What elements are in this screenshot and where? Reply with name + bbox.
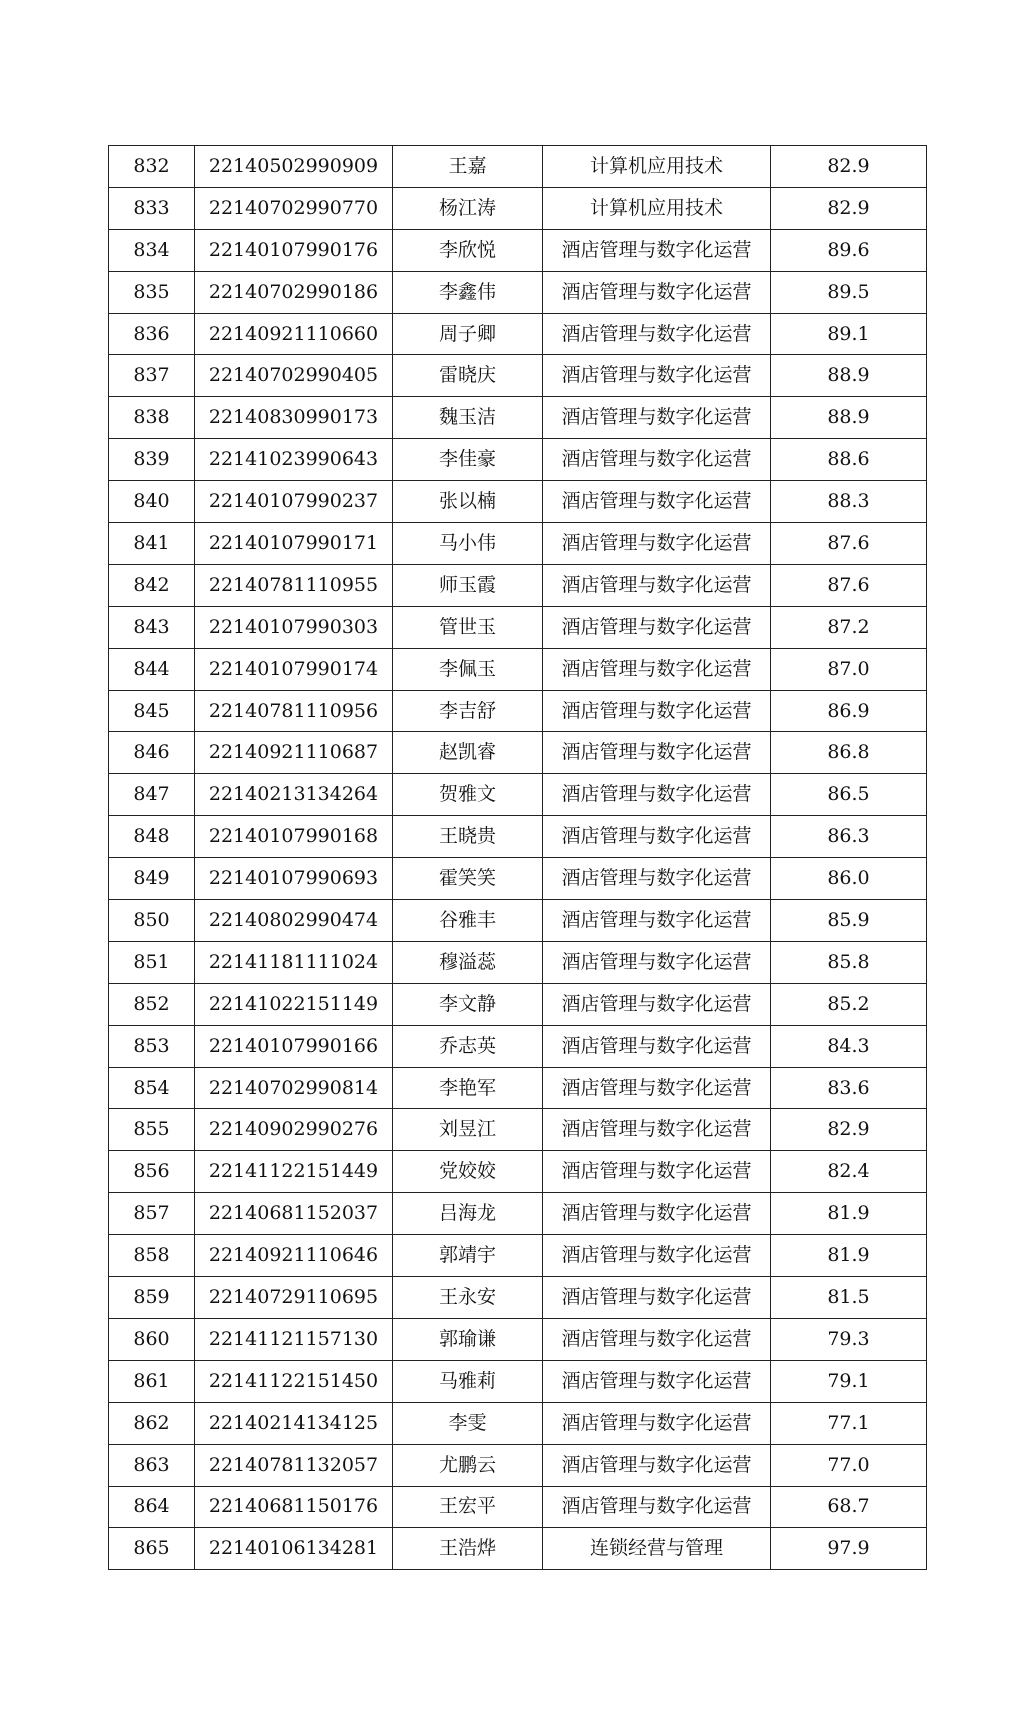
- row-number-cell: 855: [109, 1109, 195, 1151]
- row-number-cell: 838: [109, 397, 195, 439]
- score-cell: 87.2: [771, 606, 927, 648]
- major-cell: 酒店管理与数字化运营: [543, 439, 771, 481]
- score-cell: 79.1: [771, 1360, 927, 1402]
- row-number-cell: 835: [109, 271, 195, 313]
- table-row: [109, 481, 927, 523]
- row-number-cell: 841: [109, 523, 195, 565]
- row-number-cell: 845: [109, 690, 195, 732]
- score-cell: 86.0: [771, 858, 927, 900]
- major-cell: 酒店管理与数字化运营: [543, 1067, 771, 1109]
- student-name-cell: 郭靖宇: [393, 1235, 543, 1277]
- table-row: [109, 1025, 927, 1067]
- candidate-id-cell: 22140702990405: [195, 355, 393, 397]
- student-name-cell: 马雅莉: [393, 1360, 543, 1402]
- candidate-id-cell: 22140106134281: [195, 1528, 393, 1570]
- table-row: [109, 1235, 927, 1277]
- table-row: [109, 229, 927, 271]
- student-name-cell: 杨江涛: [393, 187, 543, 229]
- student-name-cell: 赵凯睿: [393, 732, 543, 774]
- student-name-cell: 霍笑笑: [393, 858, 543, 900]
- student-name-cell: 马小伟: [393, 523, 543, 565]
- student-name-cell: 尤鹏云: [393, 1444, 543, 1486]
- table-row: [109, 1360, 927, 1402]
- table-row: [109, 732, 927, 774]
- table-row: [109, 355, 927, 397]
- student-name-cell: 贺雅文: [393, 774, 543, 816]
- score-table-body: [109, 146, 927, 1570]
- score-cell: 85.9: [771, 900, 927, 942]
- row-number-cell: 850: [109, 900, 195, 942]
- row-number-cell: 849: [109, 858, 195, 900]
- major-cell: 酒店管理与数字化运营: [543, 648, 771, 690]
- candidate-id-cell: 22141122151450: [195, 1360, 393, 1402]
- row-number-cell: 862: [109, 1402, 195, 1444]
- score-cell: 82.9: [771, 146, 927, 188]
- score-cell: 88.6: [771, 439, 927, 481]
- student-name-cell: 雷晓庆: [393, 355, 543, 397]
- table-row: [109, 816, 927, 858]
- table-row: [109, 941, 927, 983]
- student-name-cell: 刘昱江: [393, 1109, 543, 1151]
- score-cell: 89.6: [771, 229, 927, 271]
- major-cell: 酒店管理与数字化运营: [543, 397, 771, 439]
- score-cell: 77.1: [771, 1402, 927, 1444]
- table-row: [109, 1318, 927, 1360]
- major-cell: 酒店管理与数字化运营: [543, 774, 771, 816]
- candidate-id-cell: 22141181111024: [195, 941, 393, 983]
- score-cell: 82.9: [771, 1109, 927, 1151]
- table-row: [109, 858, 927, 900]
- major-cell: 酒店管理与数字化运营: [543, 983, 771, 1025]
- candidate-id-cell: 22140681150176: [195, 1486, 393, 1528]
- score-cell: 89.5: [771, 271, 927, 313]
- table-row: [109, 397, 927, 439]
- score-cell: 81.9: [771, 1235, 927, 1277]
- student-name-cell: 王晓贵: [393, 816, 543, 858]
- student-name-cell: 师玉霞: [393, 564, 543, 606]
- table-row: [109, 606, 927, 648]
- student-name-cell: 王嘉: [393, 146, 543, 188]
- major-cell: 连锁经营与管理: [543, 1528, 771, 1570]
- row-number-cell: 836: [109, 313, 195, 355]
- student-name-cell: 谷雅丰: [393, 900, 543, 942]
- student-name-cell: 李雯: [393, 1402, 543, 1444]
- major-cell: 酒店管理与数字化运营: [543, 271, 771, 313]
- candidate-id-cell: 22140781132057: [195, 1444, 393, 1486]
- major-cell: 酒店管理与数字化运营: [543, 732, 771, 774]
- candidate-id-cell: 22140921110660: [195, 313, 393, 355]
- candidate-id-cell: 22140830990173: [195, 397, 393, 439]
- table-row: [109, 564, 927, 606]
- score-cell: 82.4: [771, 1151, 927, 1193]
- candidate-id-cell: 22140502990909: [195, 146, 393, 188]
- row-number-cell: 840: [109, 481, 195, 523]
- candidate-id-cell: 22140702990186: [195, 271, 393, 313]
- row-number-cell: 859: [109, 1277, 195, 1319]
- major-cell: 计算机应用技术: [543, 146, 771, 188]
- candidate-id-cell: 22140107990176: [195, 229, 393, 271]
- candidate-id-cell: 22140681152037: [195, 1193, 393, 1235]
- student-name-cell: 张以楠: [393, 481, 543, 523]
- major-cell: 酒店管理与数字化运营: [543, 313, 771, 355]
- row-number-cell: 834: [109, 229, 195, 271]
- row-number-cell: 848: [109, 816, 195, 858]
- table-row: [109, 1402, 927, 1444]
- score-cell: 97.9: [771, 1528, 927, 1570]
- major-cell: 酒店管理与数字化运营: [543, 1109, 771, 1151]
- major-cell: 酒店管理与数字化运营: [543, 1444, 771, 1486]
- score-cell: 87.0: [771, 648, 927, 690]
- table-row: [109, 523, 927, 565]
- row-number-cell: 854: [109, 1067, 195, 1109]
- student-name-cell: 管世玉: [393, 606, 543, 648]
- table-row: [109, 648, 927, 690]
- student-name-cell: 李文静: [393, 983, 543, 1025]
- candidate-id-cell: 22140214134125: [195, 1402, 393, 1444]
- candidate-id-cell: 22140702990814: [195, 1067, 393, 1109]
- row-number-cell: 856: [109, 1151, 195, 1193]
- row-number-cell: 852: [109, 983, 195, 1025]
- table-row: [109, 1151, 927, 1193]
- row-number-cell: 843: [109, 606, 195, 648]
- student-name-cell: 郭瑜谦: [393, 1318, 543, 1360]
- candidate-id-cell: 22140781110956: [195, 690, 393, 732]
- major-cell: 酒店管理与数字化运营: [543, 1025, 771, 1067]
- candidate-id-cell: 22141122151449: [195, 1151, 393, 1193]
- score-cell: 83.6: [771, 1067, 927, 1109]
- major-cell: 酒店管理与数字化运营: [543, 1151, 771, 1193]
- row-number-cell: 863: [109, 1444, 195, 1486]
- row-number-cell: 864: [109, 1486, 195, 1528]
- table-row: [109, 1528, 927, 1570]
- candidate-id-cell: 22140107990168: [195, 816, 393, 858]
- score-cell: 89.1: [771, 313, 927, 355]
- major-cell: 酒店管理与数字化运营: [543, 1193, 771, 1235]
- major-cell: 酒店管理与数字化运营: [543, 1235, 771, 1277]
- student-name-cell: 周子卿: [393, 313, 543, 355]
- student-name-cell: 李佩玉: [393, 648, 543, 690]
- score-cell: 77.0: [771, 1444, 927, 1486]
- candidate-id-cell: 22140902990276: [195, 1109, 393, 1151]
- score-cell: 68.7: [771, 1486, 927, 1528]
- row-number-cell: 846: [109, 732, 195, 774]
- row-number-cell: 861: [109, 1360, 195, 1402]
- score-cell: 82.9: [771, 187, 927, 229]
- student-name-cell: 吕海龙: [393, 1193, 543, 1235]
- score-cell: 85.8: [771, 941, 927, 983]
- candidate-id-cell: 22140702990770: [195, 187, 393, 229]
- table-row: [109, 146, 927, 188]
- score-cell: 88.9: [771, 355, 927, 397]
- row-number-cell: 847: [109, 774, 195, 816]
- candidate-id-cell: 22140921110687: [195, 732, 393, 774]
- student-name-cell: 王浩烨: [393, 1528, 543, 1570]
- table-row: [109, 1444, 927, 1486]
- table-row: [109, 1109, 927, 1151]
- table-row: [109, 1067, 927, 1109]
- row-number-cell: 844: [109, 648, 195, 690]
- candidate-id-cell: 22140107990174: [195, 648, 393, 690]
- score-cell: 84.3: [771, 1025, 927, 1067]
- major-cell: 酒店管理与数字化运营: [543, 816, 771, 858]
- candidate-id-cell: 22140107990303: [195, 606, 393, 648]
- candidate-id-cell: 22140921110646: [195, 1235, 393, 1277]
- table-row: [109, 1486, 927, 1528]
- table-row: [109, 1277, 927, 1319]
- major-cell: 酒店管理与数字化运营: [543, 858, 771, 900]
- score-cell: 86.9: [771, 690, 927, 732]
- table-row: [109, 900, 927, 942]
- row-number-cell: 858: [109, 1235, 195, 1277]
- candidate-id-cell: 22140107990237: [195, 481, 393, 523]
- major-cell: 酒店管理与数字化运营: [543, 900, 771, 942]
- student-name-cell: 穆溢蕊: [393, 941, 543, 983]
- row-number-cell: 839: [109, 439, 195, 481]
- row-number-cell: 865: [109, 1528, 195, 1570]
- row-number-cell: 860: [109, 1318, 195, 1360]
- table-row: [109, 983, 927, 1025]
- student-name-cell: 李欣悦: [393, 229, 543, 271]
- student-name-cell: 王永安: [393, 1277, 543, 1319]
- score-cell: 86.3: [771, 816, 927, 858]
- candidate-id-cell: 22141023990643: [195, 439, 393, 481]
- candidate-id-cell: 22140802990474: [195, 900, 393, 942]
- score-cell: 86.8: [771, 732, 927, 774]
- candidate-id-cell: 22140781110955: [195, 564, 393, 606]
- student-name-cell: 魏玉洁: [393, 397, 543, 439]
- candidate-id-cell: 22140107990166: [195, 1025, 393, 1067]
- major-cell: 计算机应用技术: [543, 187, 771, 229]
- score-cell: 88.9: [771, 397, 927, 439]
- score-cell: 86.5: [771, 774, 927, 816]
- score-cell: 85.2: [771, 983, 927, 1025]
- table-row: [109, 439, 927, 481]
- row-number-cell: 837: [109, 355, 195, 397]
- table-row: [109, 1193, 927, 1235]
- candidate-id-cell: 22140213134264: [195, 774, 393, 816]
- row-number-cell: 857: [109, 1193, 195, 1235]
- major-cell: 酒店管理与数字化运营: [543, 355, 771, 397]
- candidate-id-cell: 22140729110695: [195, 1277, 393, 1319]
- candidate-id-cell: 22141121157130: [195, 1318, 393, 1360]
- major-cell: 酒店管理与数字化运营: [543, 1318, 771, 1360]
- table-row: [109, 690, 927, 732]
- score-cell: 87.6: [771, 523, 927, 565]
- row-number-cell: 851: [109, 941, 195, 983]
- table-row: [109, 313, 927, 355]
- student-name-cell: 王宏平: [393, 1486, 543, 1528]
- row-number-cell: 842: [109, 564, 195, 606]
- score-cell: 81.5: [771, 1277, 927, 1319]
- row-number-cell: 853: [109, 1025, 195, 1067]
- major-cell: 酒店管理与数字化运营: [543, 941, 771, 983]
- student-name-cell: 乔志英: [393, 1025, 543, 1067]
- student-name-cell: 李艳军: [393, 1067, 543, 1109]
- score-cell: 79.3: [771, 1318, 927, 1360]
- student-name-cell: 党姣姣: [393, 1151, 543, 1193]
- student-name-cell: 李鑫伟: [393, 271, 543, 313]
- row-number-cell: 833: [109, 187, 195, 229]
- major-cell: 酒店管理与数字化运营: [543, 1486, 771, 1528]
- table-row: [109, 187, 927, 229]
- row-number-cell: 832: [109, 146, 195, 188]
- score-cell: 81.9: [771, 1193, 927, 1235]
- candidate-id-cell: 22141022151149: [195, 983, 393, 1025]
- candidate-id-cell: 22140107990693: [195, 858, 393, 900]
- student-name-cell: 李佳豪: [393, 439, 543, 481]
- candidate-id-cell: 22140107990171: [195, 523, 393, 565]
- table-row: [109, 774, 927, 816]
- score-cell: 87.6: [771, 564, 927, 606]
- major-cell: 酒店管理与数字化运营: [543, 690, 771, 732]
- major-cell: 酒店管理与数字化运营: [543, 1277, 771, 1319]
- table-row: [109, 271, 927, 313]
- major-cell: 酒店管理与数字化运营: [543, 606, 771, 648]
- score-cell: 88.3: [771, 481, 927, 523]
- major-cell: 酒店管理与数字化运营: [543, 481, 771, 523]
- major-cell: 酒店管理与数字化运营: [543, 1402, 771, 1444]
- student-name-cell: 李吉舒: [393, 690, 543, 732]
- major-cell: 酒店管理与数字化运营: [543, 1360, 771, 1402]
- major-cell: 酒店管理与数字化运营: [543, 229, 771, 271]
- score-table: [108, 145, 927, 1570]
- major-cell: 酒店管理与数字化运营: [543, 523, 771, 565]
- major-cell: 酒店管理与数字化运营: [543, 564, 771, 606]
